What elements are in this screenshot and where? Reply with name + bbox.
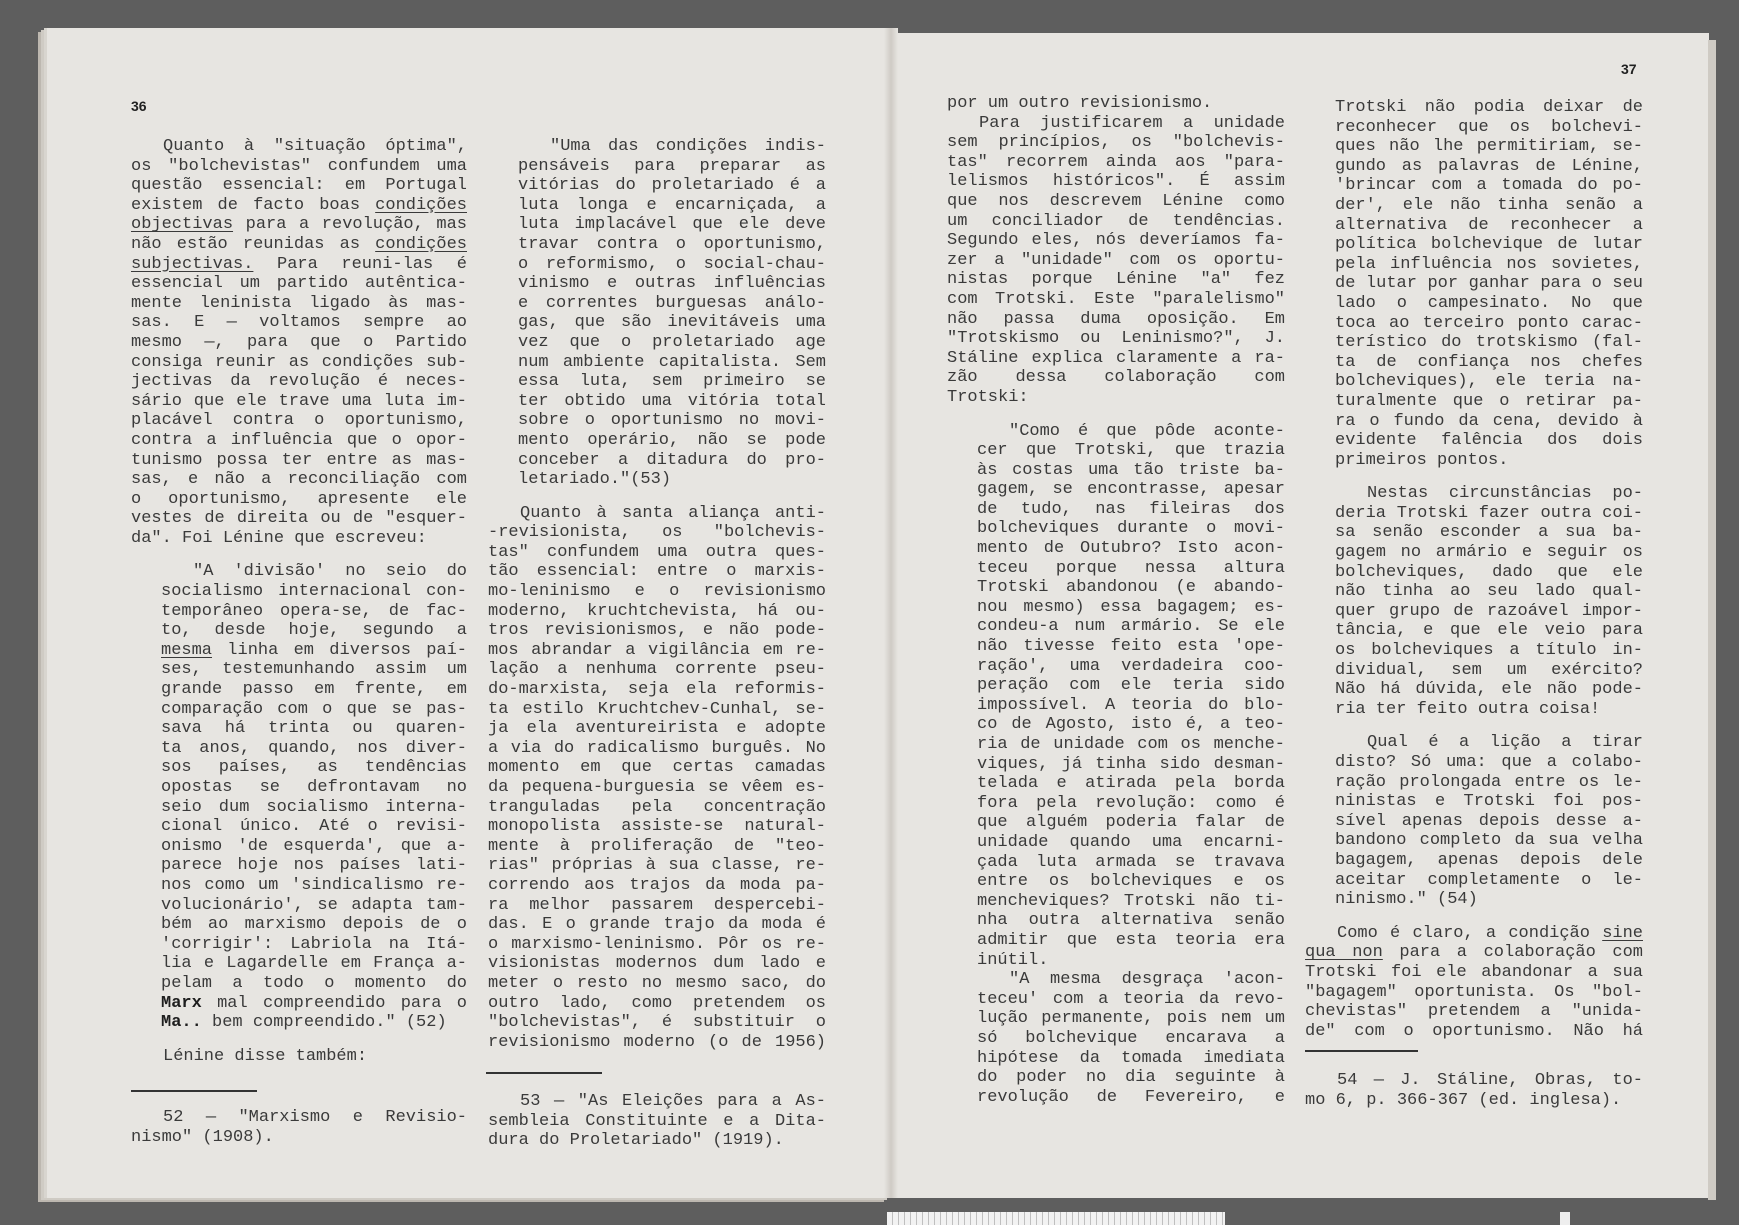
text-line: peração com ele teria sido (977, 676, 1285, 696)
text-line: que alguém poderia falar de (977, 813, 1285, 833)
footnote-separator (486, 1072, 602, 1074)
text-line: teceu' com a teoria da revo- (977, 989, 1285, 1009)
text-line (1305, 943, 1643, 963)
text-line: sa senão esconder a sua ba- (1335, 523, 1643, 543)
text-line: Qual é a lição a tirar (1367, 733, 1643, 753)
text-line: Trotski abandonou (e abando- (977, 578, 1285, 598)
text-line: sas. E — voltamos sempre ao (131, 313, 467, 333)
text-line: ração prolongada entre os le- (1335, 772, 1643, 792)
text-segment: bem compreendido." (52) (201, 1013, 447, 1033)
text-line: sembleia Constituinte e a Dita- (488, 1111, 826, 1131)
text-line: comparação com o que se pas- (161, 699, 467, 719)
text-line: onismo 'de esquerda', que a- (161, 836, 467, 856)
text-line: Para justificarem a unidade (979, 113, 1285, 133)
text-line: sos países, as tendências (161, 758, 467, 778)
text-line: Quanto à "situação óptima", (163, 137, 467, 156)
text-line: ja ela aventureirista e adopte (488, 719, 826, 739)
text-line: só bolchevique encarava a (977, 1028, 1285, 1048)
text-line: tância, e que ele veio para (1335, 621, 1643, 641)
text-line (1305, 924, 1643, 944)
underlined-text: qua non (1305, 943, 1383, 963)
text-line: de lutar por ganhar para o seu (1335, 274, 1643, 294)
text-line: ta estilo Kruchtchev-Cunhal, se- (488, 699, 826, 719)
quotation-paragraph (131, 562, 467, 1032)
right-page-edge (1708, 40, 1716, 1200)
text-line: num ambiente capitalista. Sem (518, 352, 826, 372)
text-line: bandono completo da sua velha (1335, 831, 1643, 851)
text-line: mo 6, p. 366-367 (ed. inglesa). (1305, 1090, 1622, 1110)
text-line: deria Trotski fazer outra coi- (1335, 503, 1643, 523)
text-line: meter o resto no mesmo saco, do (488, 973, 826, 993)
text-line: volucionário', se adapta tam- (161, 895, 467, 915)
text-line: terístico do trotskismo (fal- (1335, 333, 1643, 353)
text-line: Nestas circunstâncias po- (1367, 484, 1643, 504)
text-line: seio dum socialismo interna- (161, 797, 467, 817)
text-line: admitir que esta teoria era (977, 930, 1285, 950)
text-line: telada e atirada pela borda (977, 774, 1285, 794)
text-line: do-marxista, seja ela reformis- (488, 680, 826, 700)
text-line: tunismo possa ter entre as mas- (131, 450, 467, 470)
text-line: Quanto à santa aliança anti- (520, 503, 826, 523)
quotation-paragraph (488, 137, 826, 490)
bold-text: Ma.. (161, 1013, 202, 1033)
text-line: Stáline explica claramente a ra- (947, 348, 1285, 368)
text-line: quer grupo de razoável impor- (1335, 601, 1643, 621)
text-line: consiga reunir as condições sub- (131, 352, 467, 372)
text-line: ta anos, quando, nos diver- (161, 738, 467, 758)
text-line: luta implacável que ele deve (518, 215, 826, 235)
text-segment: existem de facto boas (131, 195, 376, 215)
text-line: não tinha ao seu lado qual- (1335, 582, 1643, 602)
text-line: Trotski não podia deixar de (1335, 98, 1643, 117)
text-line: Lénine disse também: (163, 1046, 368, 1066)
text-line: correndo aos trajos da moda pa- (488, 875, 826, 895)
text-line: conceber a ditadura do pro- (518, 450, 826, 470)
page-number-right: 37 (1621, 61, 1637, 77)
text-line: mento de Outubro? Isto acon- (977, 539, 1285, 559)
text-line: nistas porque Lénine "a" fez (947, 270, 1285, 290)
text-segment: linha em diversos paí- (212, 640, 467, 660)
text-line: por um outro revisionismo. (947, 94, 1213, 113)
text-line: questão essencial: em Portugal (131, 176, 467, 196)
text-line: Não há dúvida, ele não pode- (1335, 680, 1643, 700)
underlined-text: condições (375, 234, 467, 254)
text-line (131, 1013, 467, 1033)
text-line: revolução de Fevereiro, e (977, 1087, 1285, 1107)
text-line: travar contra o oportunismo, (518, 234, 826, 254)
text-line: condeu-a num armário. Se ele (977, 617, 1285, 637)
text-line: gagem, se encontrasse, apesar (977, 480, 1285, 500)
text-line: inútil. (977, 950, 1049, 970)
text-line: "Uma das condições indis- (550, 137, 826, 156)
text-line: placável contra o oportunismo, (131, 411, 467, 431)
text-line: -revisionista, os "bolchevis- (488, 523, 826, 543)
text-line: "A 'divisão' no seio do (193, 562, 467, 582)
text-line: sem princípios, os "bolchevis- (947, 133, 1285, 153)
text-line: parece hoje nos países lati- (161, 856, 467, 876)
left-page-column-1 (131, 137, 467, 1066)
text-segment: mal compreendido para o (201, 993, 467, 1013)
text-line: da pequena-burguesia se vêem es- (488, 778, 826, 797)
text-line: sobre o oportunismo no movi- (518, 411, 826, 431)
text-line: que nos descrevem Lénine como (947, 191, 1285, 211)
text-line (131, 255, 467, 275)
text-line: e correntes burguesas análo- (518, 293, 826, 313)
text-segment: para a revolução, mas (233, 215, 467, 235)
text-line: zão dessa colaboração com (947, 368, 1285, 388)
text-line: tão essencial: entre o marxis- (488, 562, 826, 582)
text-line: "A mesma desgraça 'acon- (1009, 970, 1285, 990)
text-line: 52 — "Marxismo e Revisio- (163, 1108, 467, 1127)
text-line: pela influência nos sovietes, (1335, 254, 1643, 274)
text-line (131, 235, 467, 255)
text-line: jectivas da revolução é neces- (131, 372, 467, 392)
text-line: vez que o proletariado age (518, 332, 826, 352)
text-line: bolcheviques), ele teria na- (1335, 372, 1643, 392)
text-line: ter obtido uma vitória total (518, 391, 826, 411)
text-line: 'brincar com a tomada do po- (1335, 176, 1643, 196)
quotation-paragraph (1305, 98, 1643, 470)
text-line: çada luta armada se travava (977, 852, 1285, 872)
text-line: ninistas e Trotski foi pos- (1335, 792, 1643, 812)
text-line: das. E o grande trajo da moda é (488, 915, 826, 935)
text-line: mos abrandar a vigilância em re- (488, 640, 826, 660)
text-line: lia e Lagardelle em França a- (161, 954, 467, 974)
text-line: gagem no armário e seguir os (1335, 543, 1643, 563)
text-line: vitórias do proletariado é a (518, 176, 826, 196)
text-line: unidade quando uma encarni- (977, 832, 1285, 852)
text-line: os bolcheviques a título in- (1335, 641, 1643, 661)
body-paragraph (947, 114, 1285, 408)
text-segment: Para reuni-las é (253, 254, 467, 274)
text-line: nismo" (1908). (131, 1127, 274, 1147)
page-number-left: 36 (131, 98, 147, 114)
text-line: do poder no dia seguinte à (977, 1068, 1285, 1088)
text-line: visionistas modernos dum lado e (488, 954, 826, 974)
footnote-54 (1305, 1071, 1643, 1110)
text-line: tas" recorrem ainda aos "para- (947, 152, 1285, 172)
text-line: nha outra alternativa senão (977, 911, 1285, 931)
underlined-text: objectivas (131, 215, 234, 235)
bold-text: Marx (161, 993, 202, 1013)
right-page-column-2 (1305, 98, 1643, 1041)
text-line: mencheviques? Trotski não ti- (977, 891, 1285, 911)
footnote-52 (131, 1108, 467, 1147)
text-line: impossível. A teoria do blo- (977, 695, 1285, 715)
text-line: "bolchevistas", é substituir o (488, 1013, 826, 1033)
text-line: Trotski foi ele abandonar a sua (1305, 962, 1643, 982)
text-line: aceitar completamente o le- (1335, 870, 1643, 890)
text-line (131, 196, 467, 216)
scale-ruler (887, 1212, 1225, 1225)
text-line: lado o campesinato. No que (1335, 293, 1643, 313)
text-line: gas, que são inevitáveis uma (518, 313, 826, 333)
text-line: bém ao marxismo depois de o (161, 915, 467, 935)
quotation-paragraph (1305, 484, 1643, 719)
text-line: to, desde hoje, segundo a (161, 621, 467, 641)
text-line: tros revisionismos, e não pode- (488, 621, 826, 641)
text-line: der', ele não tinha senão a (1335, 195, 1643, 215)
text-line: bolcheviques durante o movi- (977, 519, 1285, 539)
text-line: às costas uma tão triste ba- (977, 460, 1285, 480)
text-line: o reformismo, o social-chau- (518, 254, 826, 274)
text-line: cional único. Até o revisi- (161, 817, 467, 837)
body-paragraph (1305, 924, 1643, 1042)
text-line: temporâneo opera-se, de fac- (161, 601, 467, 621)
quotation-paragraph (1305, 733, 1643, 909)
left-page-column-2 (488, 137, 826, 1052)
text-line: vinismo e outras influências (518, 274, 826, 294)
book-gutter (884, 28, 898, 1198)
text-line: sava há trinta ou quaren- (161, 719, 467, 739)
text-line: ra o fundo da cena, devido à (1335, 411, 1643, 431)
text-line: tranguladas pela concentração (488, 797, 826, 817)
quotation-paragraph (947, 422, 1285, 971)
text-line: com Trotski. Este "paralelismo" (947, 289, 1285, 309)
text-line: letariado."(53) (518, 470, 672, 490)
text-line: sas, e não a reconciliação com (131, 470, 467, 490)
text-line: entre os bolcheviques e os (977, 872, 1285, 892)
text-line: os "bolchevistas" confundem uma (131, 156, 467, 176)
text-line: "Trotskismo ou Leninismo?", J. (947, 329, 1285, 349)
body-paragraph (131, 137, 467, 548)
text-line: luta longa e encarniçada, a (518, 195, 826, 215)
text-line: lução permanente, pois nem um (977, 1009, 1285, 1029)
text-line: de" com o oportunismo. Não há (1305, 1021, 1643, 1041)
text-line: ração', uma verdadeira coo- (977, 656, 1285, 676)
text-line: um conciliador de tendências. (947, 211, 1285, 231)
underlined-text: mesma (161, 640, 213, 660)
text-line: dura do Proletariado" (1919). (488, 1131, 784, 1151)
text-line: ninismo." (54) (1335, 890, 1478, 910)
text-line: "bagagem" oportunista. Os "bol- (1305, 982, 1643, 1002)
text-line: sível apenas depois desse a- (1335, 811, 1643, 831)
footnote-separator (131, 1090, 257, 1092)
text-line: pelam a todo o momento do (161, 973, 467, 993)
underlined-text: sine (1602, 923, 1643, 943)
text-line: lação a nenhuma corrente pseu- (488, 660, 826, 680)
text-line: moderno, kruchtchevista, há ou- (488, 601, 826, 621)
text-line: mesmo —, para que o Partido (131, 332, 467, 352)
text-line: hipótese da tomada imediata (977, 1048, 1285, 1068)
body-paragraph (131, 1047, 467, 1067)
text-line: ria de unidade com os menche- (977, 735, 1285, 754)
text-line: mente à proliferação de "teo- (488, 836, 826, 856)
text-line: cer que Trotski, que trazia (977, 441, 1285, 461)
text-line (131, 215, 467, 235)
text-line: ques não lhe permitiriam, se- (1335, 137, 1643, 157)
text-line: essa luta, sem primeiro se (518, 372, 826, 392)
text-line: não passa duma oposição. Em (947, 309, 1285, 329)
underlined-text: condições (375, 195, 467, 215)
text-line: alternativa de reconhecer a (1335, 215, 1643, 235)
text-line: gundo as palavras de Lénine, (1335, 156, 1643, 176)
text-line: nou mesmo) essa bagagem; es- (977, 597, 1285, 617)
text-line: "Como é que pôde aconte- (1009, 421, 1285, 441)
text-line: outro lado, como pretendem os (488, 993, 826, 1013)
text-line: evidente falência dos dois (1335, 431, 1643, 451)
text-line: não tivesse feito esta 'ope- (977, 637, 1285, 657)
text-line: o oportunismo, apresente ele (131, 489, 467, 509)
text-line: da". Foi Lénine que escreveu: (131, 528, 427, 548)
text-line: socialismo internacional con- (161, 582, 467, 602)
text-line: o marxismo-leninismo. Pôr os re- (488, 934, 826, 954)
text-line: opostas se defrontavam no (161, 778, 467, 797)
text-line: de tudo, nas fileiras dos (977, 499, 1285, 519)
text-line: rias" próprias à sua classe, re- (488, 856, 826, 876)
text-line: mo-leninismo e o revisionismo (488, 582, 826, 602)
text-line: disto? Só uma: que a colabo- (1335, 753, 1643, 772)
footnote-53 (488, 1092, 826, 1151)
body-paragraph (947, 94, 1285, 114)
text-line: teceu porque nessa altura (977, 558, 1285, 578)
text-line: 'corrigir': Labriola na Itá- (161, 934, 467, 954)
ruler-marker (1560, 1212, 1570, 1225)
text-line: momento em que certas camadas (488, 758, 826, 778)
quotation-paragraph (947, 970, 1285, 1107)
text-line (131, 994, 467, 1014)
text-line (131, 641, 467, 661)
text-line: reconhecer que os bolchevi- (1335, 117, 1643, 137)
text-line: grande passo em frente, em (161, 680, 467, 700)
text-segment: Como é claro, a condição (1337, 923, 1603, 943)
text-segment: não estão reunidas as (131, 234, 376, 254)
text-line: essencial um partido autêntica- (131, 274, 467, 294)
text-line: fora pela revolução: como é (977, 793, 1285, 813)
text-line: ria ter feito outra coisa! (1335, 699, 1601, 719)
text-line: viques, já tinha sido desman- (977, 754, 1285, 774)
text-segment: para a colaboração com (1382, 943, 1644, 963)
body-paragraph (488, 504, 826, 1053)
text-line: chevistas" pretendem a "unida- (1305, 1002, 1643, 1022)
text-line: ra melhor passarem despercebi- (488, 895, 826, 915)
text-line: mento operário, não se pode (518, 430, 826, 450)
text-line: dividual, sem um exército? (1335, 660, 1643, 680)
footnote-separator (1305, 1050, 1418, 1052)
text-line: primeiros pontos. (1335, 450, 1509, 470)
text-line: a via do radicalismo burguês. No (488, 738, 826, 758)
text-line: 54 — J. Stáline, Obras, to- (1337, 1071, 1643, 1090)
text-line: Segundo eles, nós deveríamos fa- (947, 231, 1285, 251)
text-line: co de Agosto, isto é, a teo- (977, 715, 1285, 735)
text-line: nos como um 'sindicalismo re- (161, 875, 467, 895)
text-line: mente leninista ligado às mas- (131, 293, 467, 313)
text-line: vestes de direita ou de "esquer- (131, 509, 467, 529)
text-line: sário que ele trave uma luta im- (131, 391, 467, 411)
text-line: pensáveis para preparar as (518, 156, 826, 176)
text-line: bolcheviques, dado que ele (1335, 562, 1643, 582)
text-line: Trotski: (947, 387, 1029, 407)
text-line: revisionismo moderno (o de 1956) (488, 1032, 826, 1052)
text-line: monopolista assiste-se natural- (488, 817, 826, 837)
text-line: contra a influência que o opor- (131, 430, 467, 450)
text-line: lelismos históricos". É assim (947, 172, 1285, 192)
text-line: toca ao terceiro ponto carac- (1335, 313, 1643, 333)
text-line: política bolchevique de lutar (1335, 235, 1643, 255)
text-line: zer a "unidade" com os oportu- (947, 250, 1285, 270)
text-line: turalmente que o retirar pa- (1335, 391, 1643, 411)
text-line: 53 — "As Eleições para a As- (520, 1092, 826, 1111)
text-line: ses, testemunhando assim um (161, 660, 467, 680)
text-line: tas" confundem uma outra ques- (488, 542, 826, 562)
text-line: bagagem, apenas depois dele (1335, 850, 1643, 870)
underlined-text: subjectivas. (131, 254, 254, 274)
text-line: ta de confiança nos chefes (1335, 352, 1643, 372)
right-page-column-1 (947, 94, 1285, 1107)
